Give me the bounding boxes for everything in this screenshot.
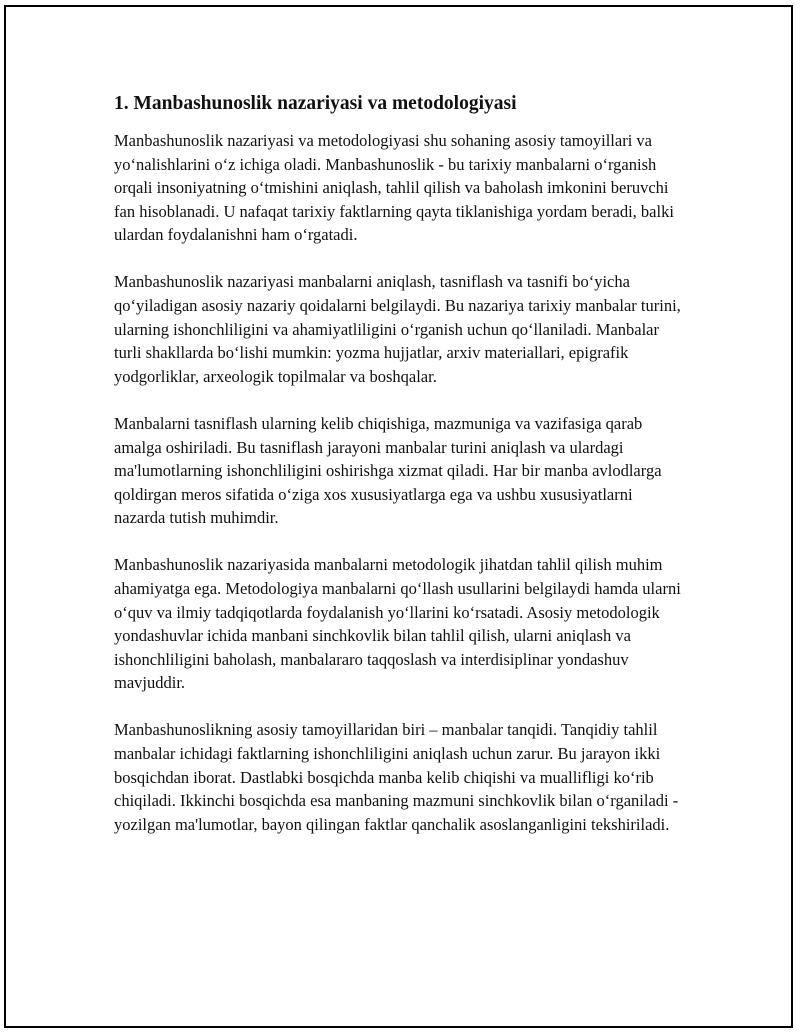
paragraph-5: Manbashunoslikning asosiy tamoyillaridan biri – manbalar tanqidi. Tanqidiy tahlil manbalar ichidagi faktlarning ishonchliligini aniqlash uchun zarur. Bu jarayon ikki bosqichdan iborat. Dastlabki bosqichda manba kelib chiqishi va muallifligi ko‘rib chiqiladi. Ikkinchi bosqichda esa manbaning mazmuni sinchkovlik bilan o‘rganiladi - yozilgan ma'lumotlar, bayon qilingan faktlar qanchalik asoslanganligini tekshiriladi. <box>114 720 679 834</box>
paragraph-2: Manbashunoslik nazariyasi manbalarni aniqlash, tasniflash va tasnifi bo‘yicha qo‘yiladigan asosiy nazariy qoidalarni belgilaydi. Bu nazariya tarixiy manbalar turini, ularning ishonchliligini va ahamiyatliligini o‘rganish uchun qo‘llaniladi. Manbalar turli shakllarda bo‘lishi mumkin: yozma hujjatlar, arxiv materiallari, epigrafik yodgorliklar, arxeologik topilmalar va boshqalar. <box>114 272 681 386</box>
paragraph-4: Manbashunoslik nazariyasida manbalarni metodologik jihatdan tahlil qilish muhim ahamiyatga ega. Metodologiya manbalarni qo‘llash usullarini belgilaydi hamda ularni o‘quv va ilmiy tadqiqotlarda foydalanish yo‘llarini ko‘rsatadi. Asosiy metodologik yondashuvlar ichida manbani sinchkovlik bilan tahlil qilish, ularni aniqlash va ishonchliligini baholash, manbalararo taqqoslash va interdisiplinar yondashuv mavjuddir. <box>114 555 681 693</box>
paragraph-1: Manbashunoslik nazariyasi va metodologiyasi shu sohaning asosiy tamoyillari va yo‘nalishlarini o‘z ichiga oladi. Manbashunoslik - bu tarixiy manbalarni o‘rganish orqali insoniyatning o‘tmishini aniqlash, tahlil qilish va baholash imkonini beruvchi fan hisoblanadi. U nafaqat tarixiy faktlarning qayta tiklanishiga yordam beradi, balki ulardan foydalanishni ham o‘rgatadi. <box>114 131 674 245</box>
document-body <box>114 92 686 860</box>
section-heading: 1. Manbashunoslik nazariyasi va metodologiyasi <box>114 93 517 114</box>
paragraph-3: Manbalarni tasniflash ularning kelib chiqishiga, mazmuniga va vazifasiga qarab amalga oshiriladi. Bu tasniflash jarayoni manbalar turini aniqlash va ulardagi ma'lumotlarning ishonchliligini oshirishga xizmat qiladi. Har bir manba avlodlarga qoldirgan meros sifatida o‘ziga xos xususiyatlarga ega va ushbu xususiyatlarni nazarda tutish muhimdir. <box>114 413 662 528</box>
